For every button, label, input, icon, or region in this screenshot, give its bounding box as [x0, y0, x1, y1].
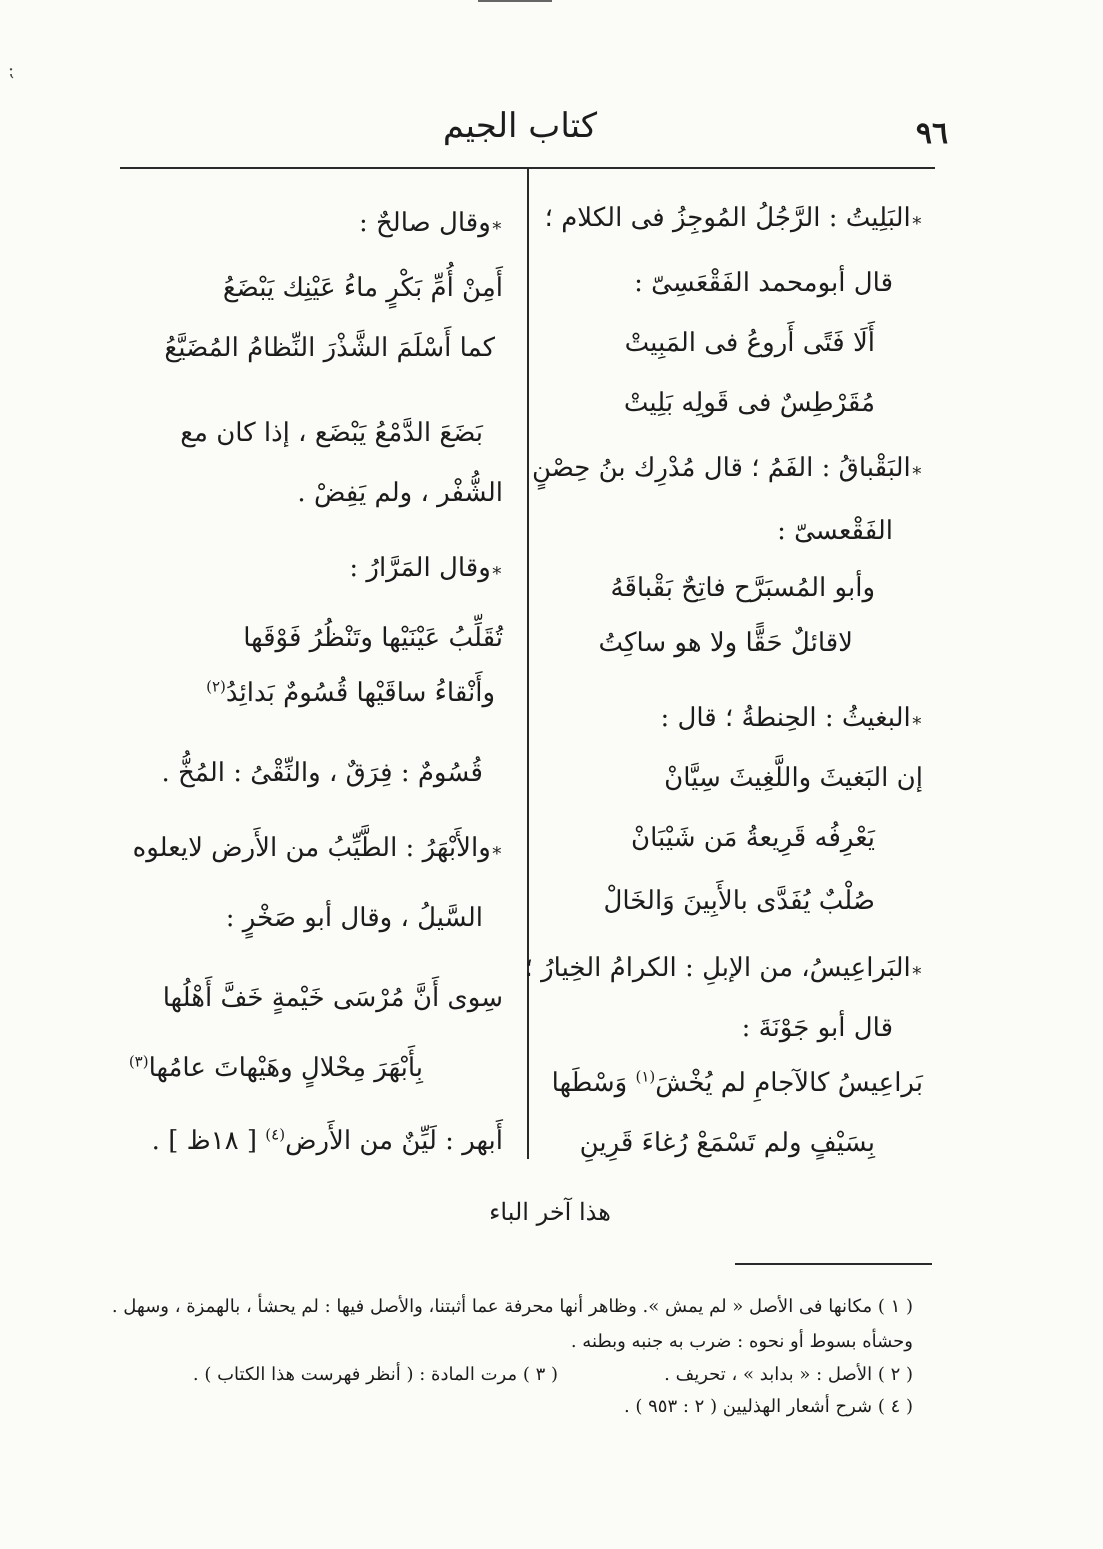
- text-line: [151, 1125, 503, 1156]
- citation-line: قال أبومحمد الفَقْعَسِىّ :: [634, 268, 893, 298]
- footnote-ref: (٤): [265, 1125, 286, 1144]
- footnote-ref: (٢): [206, 677, 226, 696]
- text-line: الفَقْعسىّ :: [777, 516, 893, 546]
- section-end-note: هذا آخر الباء: [489, 1198, 611, 1226]
- text-line: قُسُومٌ : فِرَقٌ ، والنِّقْىُ : المُخُّ .: [161, 758, 483, 788]
- verse-line: سِوى أَنَّ مُرْسَى خَيْمةٍ خَفَّ أَهْلُها: [162, 983, 503, 1013]
- entry-salih: ∗ وقال صالحٌ :: [359, 210, 503, 236]
- verse-line: يَعْرِفُه قَرِيعةُ مَن شَيْبَانْ: [631, 823, 875, 853]
- verse-line: صُلْبٌ يُفَدَّى بالأَبِينَ وَالخَالْ: [603, 886, 875, 916]
- citation-line: قال أبو جَوْنَةَ :: [741, 1013, 893, 1043]
- gloss-text: أَبهر : لَيِّنٌ من الأَرض: [285, 1126, 503, 1156]
- verse-text: وأَنْقاءُ ساقَيْها قُسُومٌ بَدائِدُ: [225, 678, 495, 708]
- verse-line: لاقائلٌ حَقًّا ولا هو ساكِتُ: [598, 628, 853, 658]
- verse-text: بِأَبْهَرَ مِحْلالٍ وهَيْهاتَ عامُها: [148, 1053, 423, 1083]
- verse-line: تُقَلِّبُ عَيْنَيْها وتَنْظُرُ فَوْقَها: [243, 623, 503, 653]
- text-line: بَضَعَ الدَّمْعُ يَبْضَع ، إذا كان مع: [180, 418, 483, 448]
- entry-albaqbaq: ∗ البَقْباقُ : الفَمُ ؛ قال مُدْرِك بنُ حِصْنٍ: [532, 455, 923, 481]
- verse-line: [128, 1052, 423, 1083]
- entry-albalit: ∗ البَلِيتُ : الرَّجُلُ المُوجِزُ فى الكلام ؛: [545, 205, 923, 231]
- verse-line: كما أَسْلَمَ الشَّذْرَ النِّظامُ المُضَيَّعُ: [164, 333, 495, 363]
- entry-albaraais: ∗ البَراعِيسُ، من الإبلِ : الكرامُ الخِيارُ ؛: [525, 955, 923, 981]
- footnote-1-continued: وحشأه بسوط أو نحوه : ضرب به جنبه وبطنه .: [570, 1331, 913, 1352]
- margin-speck: ⁏: [8, 60, 15, 81]
- entry-albaghith: ∗ البغيثُ : الحِنطةُ ؛ قال :: [660, 705, 923, 731]
- footnote-3: ( ٣ ) مرت المادة : ( أنظر فهرست هذا الكتاب ) .: [192, 1364, 558, 1385]
- verse-text: بَراعِيسُ كالآجامِ لم يُخْشَ: [655, 1068, 923, 1098]
- verse-line: أَلَا فَتًى أَروعُ فى المَبِيتْ: [624, 328, 875, 358]
- footnote-ref: (٣): [128, 1052, 149, 1071]
- page-number: ٩٦: [915, 116, 949, 151]
- verse-line: مُقَرْطِسٌ فى قَولِه بَلِيتْ: [623, 388, 875, 418]
- running-head: كتاب الجيم: [442, 106, 598, 146]
- column-divider: [527, 169, 529, 1159]
- verse-line: إن البَغيثَ واللَّغِيثَ سِيَّانْ: [664, 763, 923, 793]
- footnote-1: ( ١ ) مكانها فى الأصل « لم يمش ». وظاهر أنها محرفة عما أثبتنا، والأصل فيها : لم يحشأ ، بالهمزة ، وسهل .: [111, 1296, 913, 1317]
- verse-line: [551, 1067, 923, 1098]
- verse-line: أَمِنْ أُمِّ بَكْرٍ ماءُ عَيْنِك يَبْضَعُ: [222, 273, 503, 303]
- verse-line: بِسَيْفٍ ولم تَسْمَعْ رُغاءَ قَرِينِ: [579, 1128, 875, 1158]
- footnote-rule: [735, 1263, 932, 1265]
- footnote-4: ( ٤ ) شرح أشعار الهذليين ( ٢ : ٩٥٣ ) .: [623, 1396, 913, 1417]
- text-line: الشُّفْر ، ولم يَفِضْ .: [297, 478, 503, 508]
- top-edge-rule: [478, 0, 552, 2]
- verse-line: وأبو المُسبَرَّح فاتِحٌ بَقْباقَهُ: [610, 573, 875, 603]
- verse-text: وَسْطَها: [551, 1068, 628, 1098]
- footnote-2: ( ٢ ) الأصل : « بدابد » ، تحريف .: [664, 1364, 913, 1385]
- folio-reference: [ ١٨ظ ] .: [151, 1126, 258, 1156]
- verse-line: [206, 677, 495, 708]
- text-line: السَّيلُ ، وقال أبو صَخْرٍ :: [225, 903, 483, 933]
- entry-alabhar: ∗ والأَبْهَرُ : الطَّيِّبُ من الأَرض لايعلوه: [133, 835, 503, 861]
- footnote-ref: (١): [635, 1067, 656, 1086]
- entry-almarrar: ∗ وقال المَرَّارُ :: [349, 555, 503, 581]
